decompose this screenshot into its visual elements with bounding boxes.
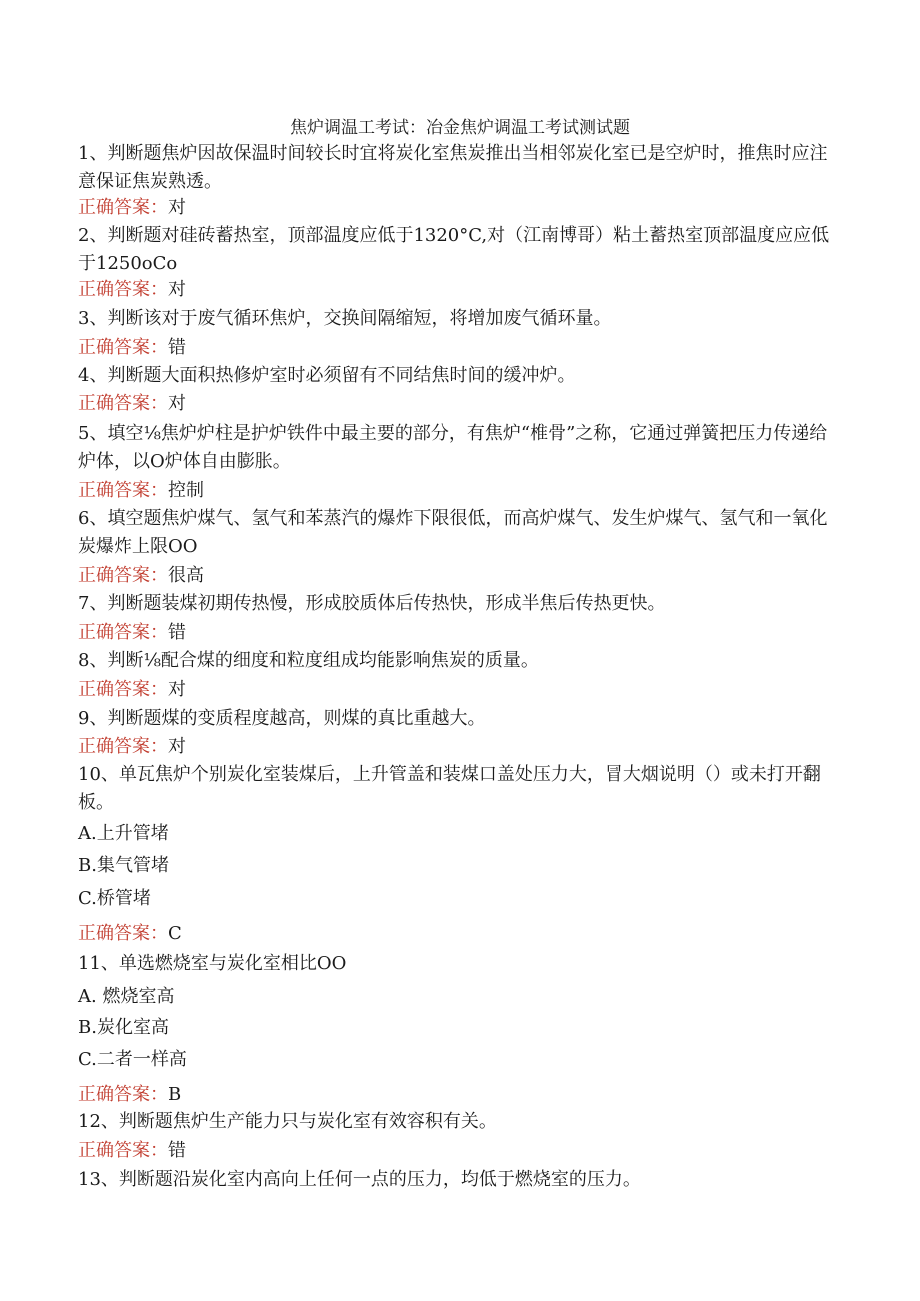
answer-label: 正确答案： [78,480,168,501]
answer-label: 正确答案： [78,622,168,643]
document-title: 焦炉调温工考试：冶金焦炉调温工考试测试题 [290,118,630,138]
question-6: 6、填空题焦炉煤气、氢气和苯蒸汽的爆炸下限很低，而高炉煤气、发生炉煤气、氢气和一氧化炭爆炸上限OO [78,508,828,557]
answer-value: 对 [168,279,186,300]
answer-12 [78,1137,186,1165]
answer-value: 对 [168,393,186,414]
answer-9 [78,733,186,761]
answer-label: 正确答案： [78,393,168,414]
question-1: 1、判断题焦炉因故保温时间较长时宜将炭化室焦炭推出当相邻炭化室已是空炉时，推焦时应注意保证焦炭熟透。 [78,143,828,192]
answer-label: 正确答案： [78,1140,168,1161]
answer-3 [78,334,186,362]
question-11-option-c: C.二者一样高 [78,1049,187,1070]
answer-value: B [168,1084,182,1105]
question-9: 9、判断题煤的变质程度越高，则煤的真比重越大。 [78,708,486,729]
question-2: 2、判断题对硅砖蓄热室，顶部温度应低于1320°C,对（江南博哥）粘土蓄热室顶部温度应应低于1250oCo [78,225,830,274]
answer-label: 正确答案： [78,565,168,586]
question-3: 3、判断该对于废气循环焦炉，交换间隔缩短，将增加废气循环量。 [78,308,612,329]
answer-7 [78,619,186,647]
answer-label: 正确答案： [78,337,168,358]
question-13: 13、判断题沿炭化室内高向上任何一点的压力，均低于燃烧室的压力。 [78,1169,641,1190]
answer-value: C [168,923,182,944]
question-7: 7、判断题装煤初期传热慢，形成胶质体后传热快，形成半焦后传热更快。 [78,593,666,614]
answer-label: 正确答案： [78,679,168,700]
answer-value: 错 [168,1140,186,1161]
answer-value: 对 [168,197,186,218]
answer-label: 正确答案： [78,923,168,944]
question-10-option-a: A.上升管堵 [78,823,169,844]
question-10-option-c: C.桥管堵 [78,888,151,909]
answer-value: 错 [168,337,186,358]
answer-5 [78,477,204,505]
question-5: 5、填空⅛焦炉炉柱是护炉铁件中最主要的部分，有焦炉“椎骨”之称，它通过弹簧把压力传递给炉体，以O炉体自由膨胀。 [78,423,828,472]
answer-label: 正确答案： [78,736,168,757]
answer-value: 控制 [168,480,204,501]
answer-label: 正确答案： [78,197,168,218]
question-12: 12、判断题焦炉生产能力只与炭化室有效容积有关。 [78,1111,497,1132]
question-11-option-b: B.炭化室高 [78,1017,169,1038]
answer-label: 正确答案： [78,1084,168,1105]
answer-label: 正确答案： [78,279,168,300]
answer-value: 对 [168,679,186,700]
question-10: 10、单瓦焦炉个别炭化室装煤后，上升管盖和装煤口盖处压力大，冒大烟说明（）或未打开翻板。 [78,764,821,813]
question-8: 8、判断⅛配合煤的细度和粒度组成均能影响焦炭的质量。 [78,650,539,671]
answer-10 [78,920,182,948]
answer-11 [78,1081,181,1109]
question-4: 4、判断题大面积热修炉室时必须留有不同结焦时间的缓冲炉。 [78,365,576,386]
answer-4 [78,390,186,418]
question-11: 11、单选燃烧室与炭化室相比OO [78,953,347,974]
answer-8 [78,676,186,704]
answer-1 [78,194,186,222]
answer-value: 错 [168,622,186,643]
answer-2 [78,276,186,304]
answer-value: 很高 [168,565,204,586]
answer-value: 对 [168,736,186,757]
answer-6 [78,562,204,590]
question-10-option-b: B.集气管堵 [78,855,169,876]
question-11-option-a: A. 燃烧室高 [78,986,175,1007]
